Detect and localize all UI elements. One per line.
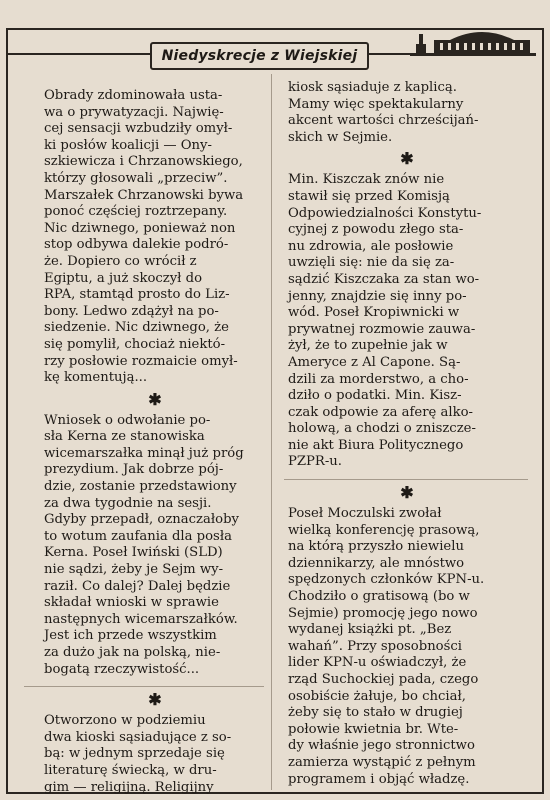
text-line: się pomylił, chociaż niektó- xyxy=(44,336,226,352)
text-line: Marszałek Chrzanowski bywa xyxy=(44,187,244,203)
text-line: dziennikarzy, ale mnóstwo xyxy=(288,555,465,571)
text-line: dzie, zostanie przedstawiony xyxy=(44,479,237,495)
text-line: programem i objąć władzę. xyxy=(288,771,470,787)
article-paragraph xyxy=(44,88,266,387)
text-line: Min. Kiszczak znów nie xyxy=(288,172,445,188)
article-paragraph xyxy=(288,506,526,788)
text-line: holową, a chodzi o zniszcze- xyxy=(288,421,476,437)
text-line: kiosk sąsiaduje z kaplicą. xyxy=(288,80,457,95)
text-line: następnych wicemarszałków. xyxy=(44,611,238,627)
article-paragraph xyxy=(44,413,266,679)
asterisk-separator: ✱ xyxy=(148,389,162,409)
asterisk-separator: ✱ xyxy=(400,483,414,503)
text-line: Egiptu, a już skoczył do xyxy=(44,270,203,286)
text-line: Otworzono w podziemiu xyxy=(44,713,206,729)
text-line: jenny, znajdzie się inny po- xyxy=(288,288,467,304)
text-line: RPA, stamtąd prosto do Liz- xyxy=(44,287,230,303)
text-line: cyjnej z powodu złego sta- xyxy=(288,222,464,238)
text-line: nu zdrowia, ale posłowie xyxy=(288,238,454,254)
text-line: Gdyby przepadł, oznaczałoby xyxy=(44,512,239,528)
text-line: nie akt Biura Politycznego xyxy=(288,437,464,453)
section-rule xyxy=(24,686,264,687)
text-line: to wotum zaufania dla posła xyxy=(44,528,232,544)
text-line: składał wnioski w sprawie xyxy=(44,595,219,611)
column-header xyxy=(150,42,369,70)
text-line: Odpowiedzialności Konstytu- xyxy=(288,205,482,221)
text-line: Ameryce z Al Capone. Są- xyxy=(288,354,461,370)
text-line: Kerna. Poseł Iwiński (SLD) xyxy=(44,545,223,561)
text-line: sła Kerna ze stanowiska xyxy=(44,429,205,445)
text-line: wód. Poseł Kropiwnicki w xyxy=(288,305,460,321)
text-line: połowie kwietnia br. Wte- xyxy=(288,721,459,737)
header-rule-left xyxy=(8,53,150,55)
asterisk-separator: ✱ xyxy=(400,149,414,169)
text-line: czak odpowie za aferę alko- xyxy=(288,404,473,420)
text-line: Obrady zdominowała usta- xyxy=(44,88,223,103)
text-line: bogatą rzeczywistość... xyxy=(44,661,200,677)
text-line: rząd Suchockiej pada, czego xyxy=(288,672,479,687)
text-line: że. Dopiero co wrócił z xyxy=(44,253,197,269)
text-line: skich w Sejmie. xyxy=(288,129,393,145)
asterisk-separator: ✱ xyxy=(148,690,162,710)
text-line: uwzięli się: nie da się za- xyxy=(288,255,455,271)
text-line: bony. Ledwo zdążył na po- xyxy=(44,303,219,319)
text-line: stawił się przed Komisją xyxy=(288,188,450,204)
text-line: prezydium. Jak dobrze pój- xyxy=(44,462,224,478)
text-line: Wniosek o odwołanie po- xyxy=(44,412,211,428)
text-line: ki posłów koalicji — Ony- xyxy=(44,137,212,153)
text-line: wielką konferencję prasową, xyxy=(288,522,480,538)
text-line: Jest ich przede wszystkim xyxy=(44,628,217,644)
text-line: prywatnej rozmowie zauwa- xyxy=(288,321,476,337)
text-line: wahań”. Przy sposobności xyxy=(288,638,462,654)
text-line: na którą przyszło niewielu xyxy=(288,539,464,555)
text-line: żył, że to zupełnie jak w xyxy=(288,338,448,354)
text-line: Mamy więc spektakularny xyxy=(288,96,464,112)
text-line: akcent wartości chrześcijań- xyxy=(288,113,479,129)
text-line: Chodziło o gratisową (bo w xyxy=(288,589,470,605)
article-paragraph xyxy=(288,172,526,471)
text-line: dwa kioski sąsiadujące z so- xyxy=(44,729,232,745)
left-column xyxy=(44,88,266,796)
text-line: sądzić Kiszczaka za stan wo- xyxy=(288,271,480,287)
text-line: Sejmie) promocję jego nowo xyxy=(288,605,478,621)
text-line: szkiewicza i Chrzanowskiego, xyxy=(44,154,243,170)
column-title: Niedyskrecje z Wiejskiej xyxy=(161,48,358,64)
text-line: lider KPN-u oświadczył, że xyxy=(288,655,467,671)
text-line: cej sensacji wzbudziły omył- xyxy=(44,121,233,137)
text-line: nie sądzi, żeby je Sejm wy- xyxy=(44,562,224,578)
text-line: wydanej książki pt. „Bez xyxy=(288,622,452,638)
text-line: spędzonych członków KPN-u. xyxy=(288,572,485,588)
text-line: osobiście żałuje, bo chciał, xyxy=(288,688,466,704)
section-rule xyxy=(284,479,528,480)
text-line: stop odbywa dalekie podró- xyxy=(44,237,229,253)
text-line: dzili za morderstwo, a cho- xyxy=(288,371,469,387)
text-line: dziło o podatki. Min. Kisz- xyxy=(288,388,462,404)
article-paragraph xyxy=(44,713,266,796)
text-line: wicemarszałka minął już próg xyxy=(44,445,244,461)
header-rule-right xyxy=(367,53,412,55)
text-line: wa o prywatyzacji. Najwię- xyxy=(44,104,224,120)
text-line: bą: w jednym sprzedaje się xyxy=(44,746,225,762)
text-line: którzy głosowali „przeciw”. xyxy=(44,170,228,186)
text-line: literaturę świecką, w dru- xyxy=(44,762,217,778)
text-line: dy właśnie jego stronnictwo xyxy=(288,738,475,754)
column-divider xyxy=(271,74,272,790)
text-line: raził. Co dalej? Dalej będzie xyxy=(44,578,231,594)
text-line: PZPR-u. xyxy=(288,454,342,470)
right-column xyxy=(288,80,526,788)
text-line: zamierza wystąpić z pełnym xyxy=(288,754,476,770)
text-line: siedzenie. Nic dziwnego, że xyxy=(44,320,229,336)
text-line: za dużo jak na polską, nie- xyxy=(44,645,221,660)
text-line: za dwa tygodnie na sesji. xyxy=(44,495,212,511)
text-line: żeby się to stało w drugiej xyxy=(288,705,463,721)
sejm-building-icon xyxy=(410,26,536,66)
article-paragraph xyxy=(288,80,526,146)
text-line: rzy posłowie rozmaicie omył- xyxy=(44,353,238,369)
text-line: kę komentują... xyxy=(44,370,148,386)
text-line: Poseł Moczulski zwołał xyxy=(288,506,442,522)
text-line: Nic dziwnego, ponieważ non xyxy=(44,220,236,236)
text-line: gim — religijną. Religijny xyxy=(44,779,214,795)
text-line: ponoć częściej roztrzepany. xyxy=(44,204,228,220)
